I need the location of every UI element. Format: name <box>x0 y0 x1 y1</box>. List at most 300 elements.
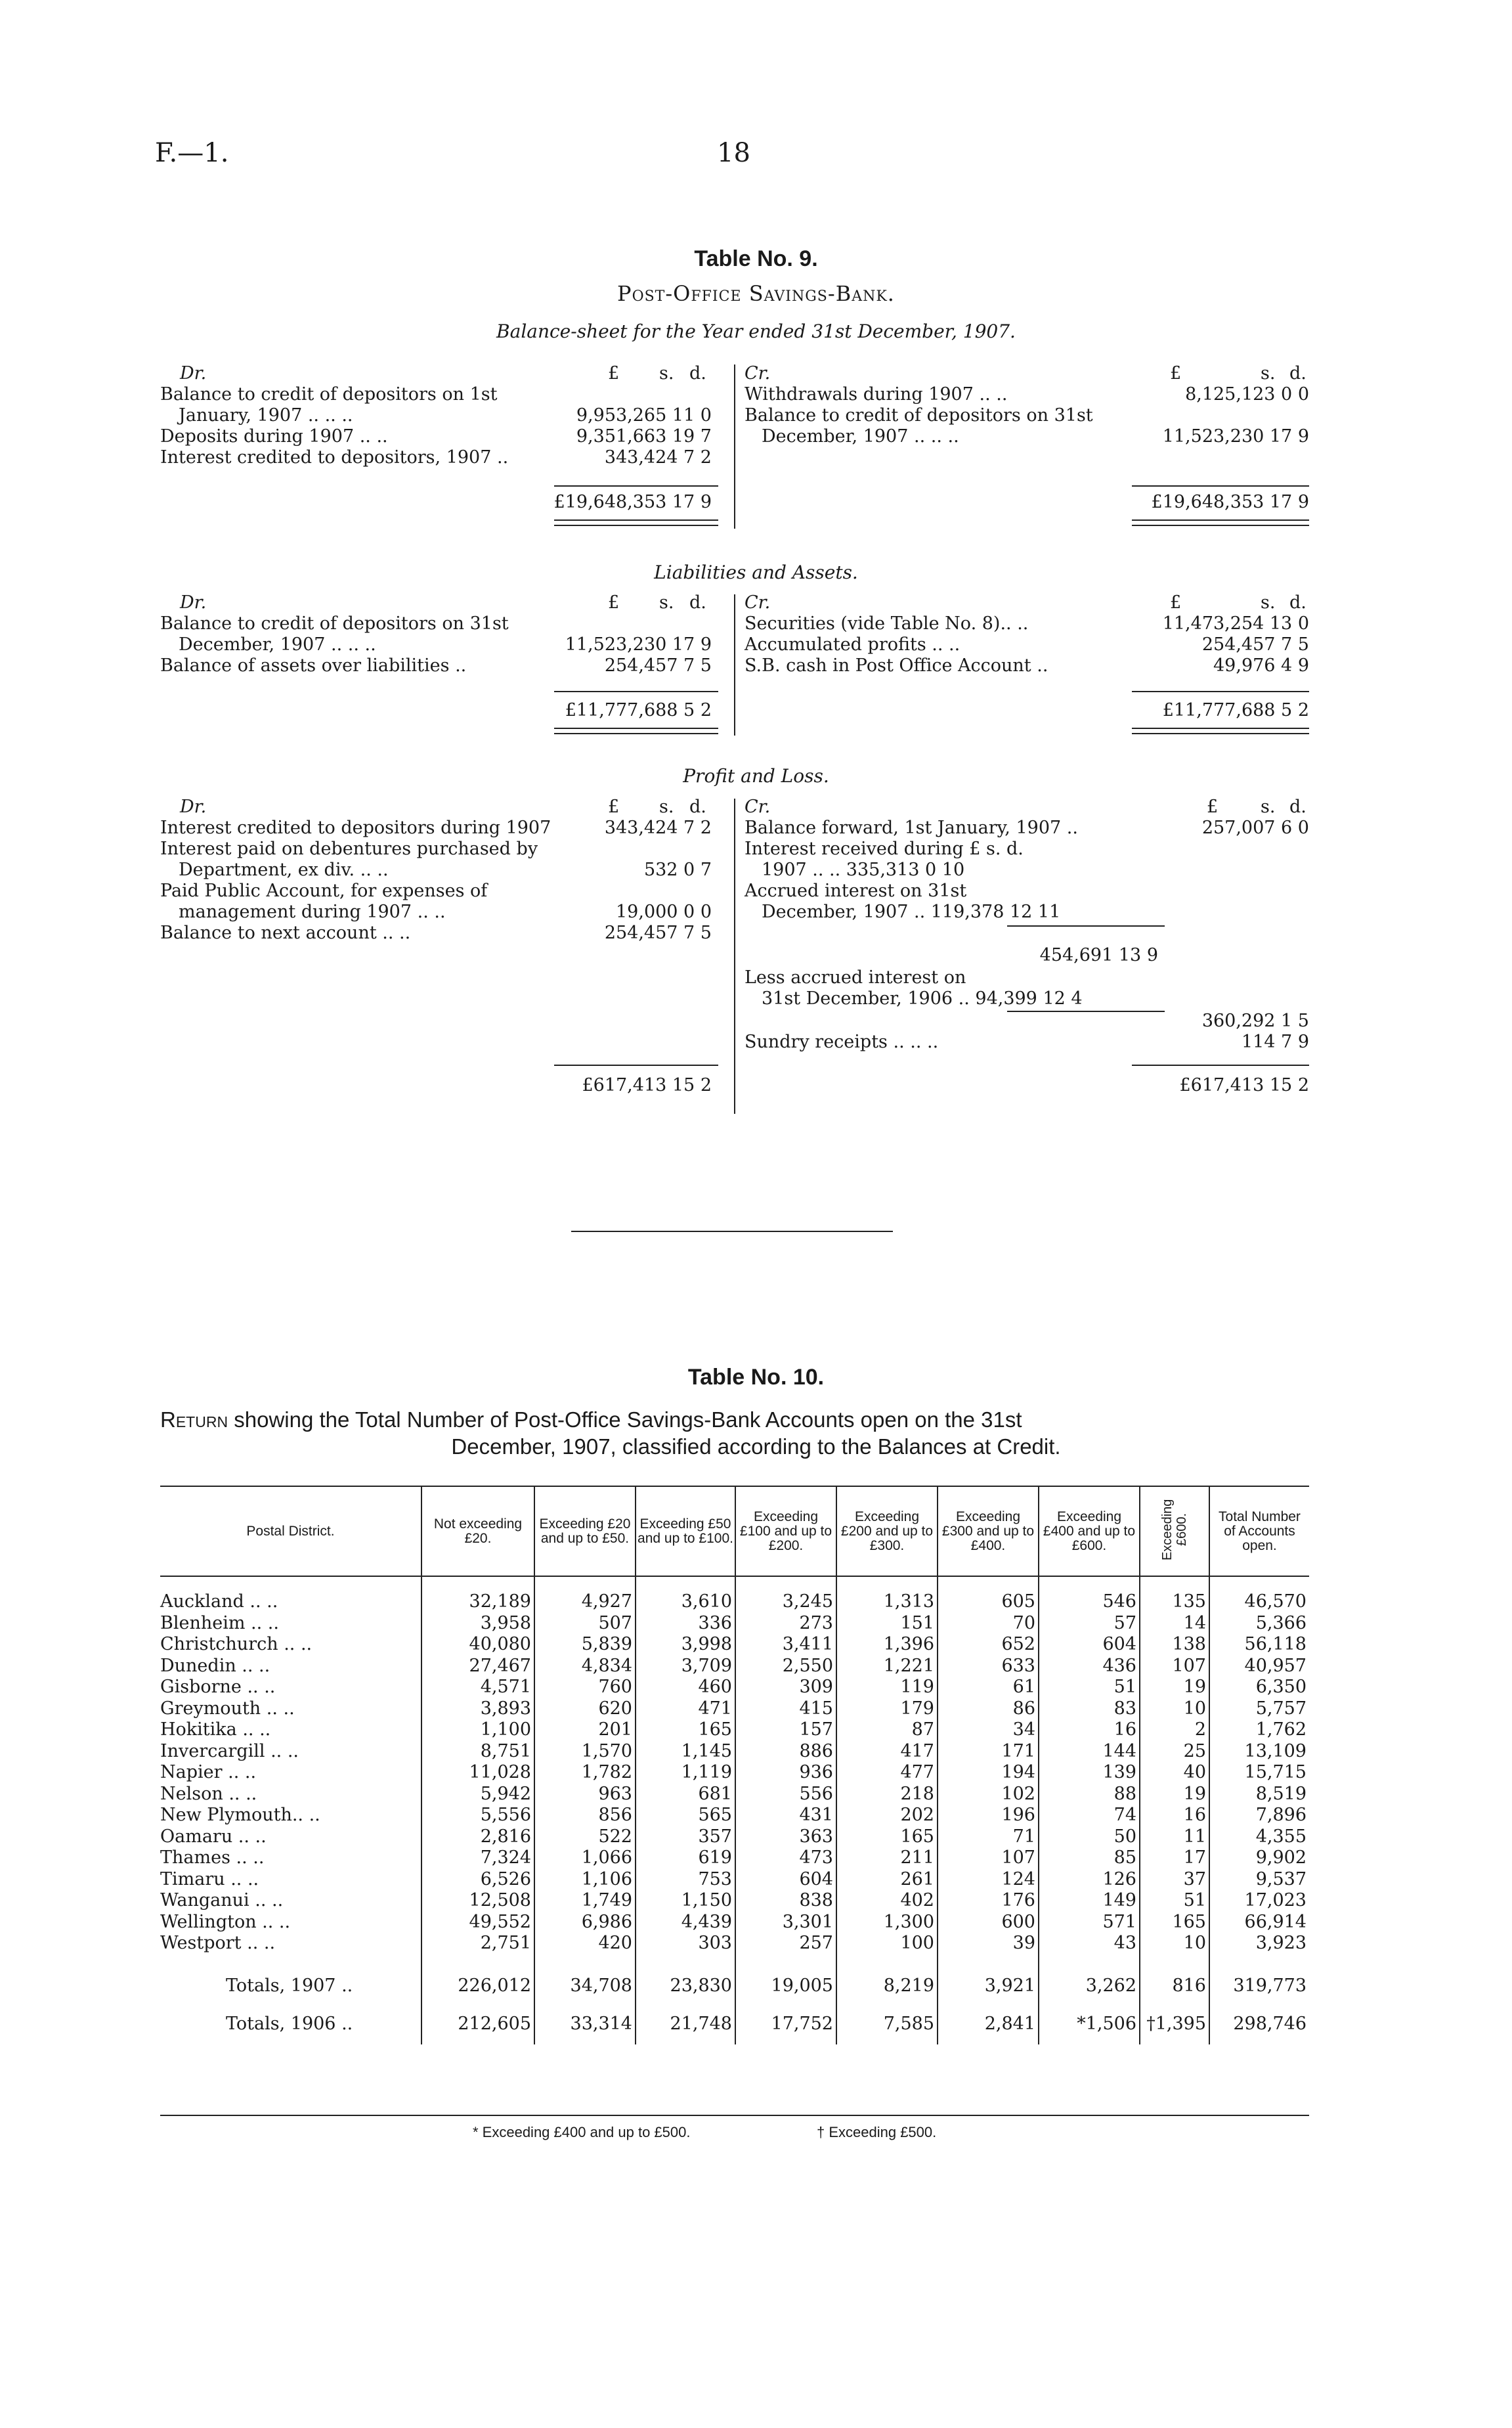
count-cell: 10 <box>1140 1933 1209 1968</box>
col-exceeding-600 <box>1140 1486 1209 1576</box>
table-row <box>160 1698 1309 1720</box>
count-cell: 1,782 <box>534 1762 636 1784</box>
count-cell: 13,109 <box>1209 1741 1309 1763</box>
count-cell: 16 <box>1039 1719 1140 1741</box>
liab-left-amt: 254,457 7 5 <box>604 655 712 676</box>
d-head: d. <box>689 797 706 817</box>
count-cell: 211 <box>836 1847 938 1869</box>
count-cell: 477 <box>836 1762 938 1784</box>
footnote-1: * Exceeding £400 and up to £500. <box>473 2124 691 2140</box>
pl-right-text: Accrued interest on 31st <box>745 881 967 901</box>
d-head-right: d. <box>1289 797 1307 817</box>
pl-left-text: Interest credited to depositors during 1907 <box>160 818 551 838</box>
count-cell: 1,396 <box>836 1634 938 1656</box>
count-cell: 471 <box>636 1698 735 1720</box>
count-cell: 196 <box>938 1805 1039 1826</box>
table-row <box>160 1656 1309 1677</box>
count-cell: 25 <box>1140 1741 1209 1763</box>
pl-right-text: 31st December, 1906 .. 94,399 12 4 <box>762 988 1083 1009</box>
count-cell: 85 <box>1039 1847 1140 1869</box>
col-100-200: Exceeding £100 and up to £200. <box>735 1486 836 1576</box>
table-row <box>160 1762 1309 1784</box>
district-name: Wellington .. .. <box>160 1911 291 1932</box>
totals-body <box>160 1968 1309 2044</box>
totals-cell: †1,395 <box>1140 2006 1209 2044</box>
count-cell: 57 <box>1039 1613 1140 1635</box>
count-cell: 179 <box>836 1698 938 1720</box>
liab-left-text: Balance to credit of depositors on 31st <box>160 613 509 634</box>
exceeding-600-label: Exceeding £600. <box>1160 1499 1189 1560</box>
s-head-right: s. <box>1261 797 1276 817</box>
liab-right-amt: 254,457 7 5 <box>1201 634 1309 655</box>
totals-cell: 298,746 <box>1209 2006 1309 2044</box>
col-postal-district: Postal District. <box>246 1523 335 1539</box>
count-cell: 571 <box>1039 1912 1140 1933</box>
count-cell: 144 <box>1039 1741 1140 1763</box>
table10-caption-line2: December, 1907, classified according to the Balances at Credit. <box>451 1434 1061 1459</box>
count-cell: 19 <box>1140 1784 1209 1805</box>
pl-right-amt: 114 7 9 <box>1241 1032 1309 1052</box>
count-cell: 56,118 <box>1209 1634 1309 1656</box>
count-cell: 3,709 <box>636 1656 735 1677</box>
s-head: s. <box>659 592 674 613</box>
totals-cell: 7,585 <box>836 2006 938 2044</box>
liab-right-amt: 11,473,254 13 0 <box>1162 613 1309 634</box>
count-cell: 415 <box>735 1698 836 1720</box>
count-cell: 151 <box>836 1613 938 1635</box>
count-cell: 8,519 <box>1209 1784 1309 1805</box>
bal-right-text: December, 1907 .. .. .. <box>762 426 959 447</box>
count-cell: 620 <box>534 1698 636 1720</box>
count-cell: 37 <box>1140 1869 1209 1891</box>
count-cell: 546 <box>1039 1576 1140 1613</box>
bal-right-text: Balance to credit of depositors on 31st <box>745 405 1093 426</box>
pound-head: £ <box>608 797 620 817</box>
count-cell: 3,893 <box>421 1698 534 1720</box>
pl-right-text: Sundry receipts .. .. .. <box>745 1032 939 1052</box>
count-cell: 17,023 <box>1209 1890 1309 1912</box>
count-cell: 431 <box>735 1805 836 1826</box>
bal-left-amt: 343,424 7 2 <box>604 447 712 468</box>
count-cell: 1,106 <box>534 1869 636 1891</box>
district-name: Christchurch .. .. <box>160 1634 313 1654</box>
pound-head-right: £ <box>1170 363 1182 384</box>
table9-title: Table No. 9. <box>694 246 818 271</box>
count-cell: 50 <box>1039 1826 1140 1848</box>
count-cell: 157 <box>735 1719 836 1741</box>
count-cell: 9,537 <box>1209 1869 1309 1891</box>
totals-cell: 2,841 <box>938 2006 1039 2044</box>
totals-row <box>160 1968 1309 2006</box>
count-cell: 460 <box>636 1677 735 1698</box>
district-name: Westport .. .. <box>160 1933 276 1953</box>
count-cell: 34 <box>938 1719 1039 1741</box>
count-cell: 261 <box>836 1869 938 1891</box>
bal-left-amt: 9,953,265 11 0 <box>576 405 712 426</box>
count-cell: 420 <box>534 1933 636 1968</box>
totals-label: Totals, 1907 .. <box>226 1975 353 1996</box>
page-ref: F.—1. <box>155 138 229 168</box>
s-head-right: s. <box>1261 363 1276 384</box>
s-head: s. <box>659 363 674 384</box>
count-cell: 102 <box>938 1784 1039 1805</box>
count-cell: 202 <box>836 1805 938 1826</box>
count-cell: 46,570 <box>1209 1576 1309 1613</box>
district-name: Napier .. .. <box>160 1762 257 1782</box>
district-name: Timaru .. .. <box>160 1868 259 1889</box>
pl-left-text: Paid Public Account, for expenses of <box>160 881 488 901</box>
count-cell: 604 <box>1039 1634 1140 1656</box>
totals-cell: *1,506 <box>1039 2006 1140 2044</box>
count-cell: 194 <box>938 1762 1039 1784</box>
totals-cell: 17,752 <box>735 2006 836 2044</box>
count-cell: 88 <box>1039 1784 1140 1805</box>
count-cell: 753 <box>636 1869 735 1891</box>
col-400-600: Exceeding £400 and up to £600. <box>1039 1486 1140 1576</box>
totals-cell: 8,219 <box>836 1968 938 2006</box>
table-row <box>160 1890 1309 1912</box>
count-cell: 3,923 <box>1209 1933 1309 1968</box>
count-cell: 273 <box>735 1613 836 1635</box>
col-total: Total Number of Accounts open. <box>1209 1486 1309 1576</box>
count-cell: 171 <box>938 1741 1039 1763</box>
count-cell: 357 <box>636 1826 735 1848</box>
count-cell: 1,313 <box>836 1576 938 1613</box>
liab-right-total: £11,777,688 5 2 <box>1162 700 1309 720</box>
pl-left-text: Department, ex div. .. .. <box>179 860 389 880</box>
s-head-right: s. <box>1261 592 1276 613</box>
pl-right-amt: 360,292 1 5 <box>1201 1011 1309 1031</box>
table-row <box>160 1784 1309 1805</box>
count-cell: 86 <box>938 1698 1039 1720</box>
d-head-right: d. <box>1289 363 1307 384</box>
balance-caption: Balance-sheet for the Year ended 31st December, 1907. <box>496 320 1016 342</box>
district-name: Blenheim .. .. <box>160 1612 279 1633</box>
count-cell: 473 <box>735 1847 836 1869</box>
dr-label: Dr. <box>180 592 207 613</box>
count-cell: 139 <box>1039 1762 1140 1784</box>
count-cell: 32,189 <box>421 1576 534 1613</box>
count-cell: 10 <box>1140 1698 1209 1720</box>
count-cell: 4,439 <box>636 1912 735 1933</box>
count-cell: 16 <box>1140 1805 1209 1826</box>
count-cell: 71 <box>938 1826 1039 1848</box>
count-cell: 5,839 <box>534 1634 636 1656</box>
d-head: d. <box>689 363 706 384</box>
totals-row <box>160 2006 1309 2044</box>
liab-left-total: £11,777,688 5 2 <box>565 700 712 720</box>
table-row <box>160 1847 1309 1869</box>
count-cell: 1,570 <box>534 1741 636 1763</box>
count-cell: 3,958 <box>421 1613 534 1635</box>
totals-cell: 226,012 <box>421 1968 534 2006</box>
pl-right-text: 1907 .. .. 335,313 0 10 <box>762 860 965 880</box>
bal-right-amt: 8,125,123 0 0 <box>1185 384 1309 405</box>
count-cell: 1,762 <box>1209 1719 1309 1741</box>
col-20-50: Exceeding £20 and up to £50. <box>534 1486 636 1576</box>
district-name: Gisborne .. .. <box>160 1677 276 1697</box>
totals-cell: 816 <box>1140 1968 1209 2006</box>
count-cell: 2,751 <box>421 1933 534 1968</box>
table-row <box>160 1805 1309 1826</box>
count-cell: 436 <box>1039 1656 1140 1677</box>
table10-caption <box>160 1407 1309 1433</box>
count-cell: 5,942 <box>421 1784 534 1805</box>
table10-title: Table No. 10. <box>687 1365 825 1390</box>
count-cell: 4,834 <box>534 1656 636 1677</box>
pl-left-amt: 19,000 0 0 <box>616 902 712 922</box>
count-cell: 7,896 <box>1209 1805 1309 1826</box>
liab-left-text: December, 1907 .. .. .. <box>179 634 376 655</box>
count-cell: 363 <box>735 1826 836 1848</box>
pound-head-right: £ <box>1207 797 1219 817</box>
liab-right-text: Securities (vide Table No. 8).. .. <box>745 613 1029 634</box>
pl-right-amt: 257,007 6 0 <box>1201 818 1309 838</box>
count-cell: 1,221 <box>836 1656 938 1677</box>
count-cell: 17 <box>1140 1847 1209 1869</box>
district-name: Dunedin .. .. <box>160 1655 270 1676</box>
table-row <box>160 1741 1309 1763</box>
d-head: d. <box>689 592 706 613</box>
totals-cell: 3,262 <box>1039 1968 1140 2006</box>
liab-right-text: S.B. cash in Post Office Account .. <box>745 655 1048 676</box>
bal-right-text: Withdrawals during 1907 .. .. <box>745 384 1008 405</box>
count-cell: 40 <box>1140 1762 1209 1784</box>
count-cell: 74 <box>1039 1805 1140 1826</box>
count-cell: 8,751 <box>421 1741 534 1763</box>
count-cell: 9,902 <box>1209 1847 1309 1869</box>
count-cell: 1,066 <box>534 1847 636 1869</box>
count-cell: 4,355 <box>1209 1826 1309 1848</box>
count-cell: 3,245 <box>735 1576 836 1613</box>
table-row <box>160 1677 1309 1698</box>
count-cell: 402 <box>836 1890 938 1912</box>
count-cell: 135 <box>1140 1576 1209 1613</box>
pl-left-text: Interest paid on debentures purchased by <box>160 839 538 859</box>
pound-head: £ <box>608 363 620 384</box>
count-cell: 1,300 <box>836 1912 938 1933</box>
totals-cell: 212,605 <box>421 2006 534 2044</box>
pl-right-text: Balance forward, 1st January, 1907 .. <box>745 818 1078 838</box>
totals-cell: 319,773 <box>1209 1968 1309 2006</box>
s-head: s. <box>659 797 674 817</box>
caption-lead: Return <box>160 1407 228 1432</box>
count-cell: 5,556 <box>421 1805 534 1826</box>
count-cell: 565 <box>636 1805 735 1826</box>
pl-right-text: Interest received during £ s. d. <box>745 839 1024 859</box>
totals-cell: 21,748 <box>636 2006 735 2044</box>
totals-cell: 34,708 <box>534 1968 636 2006</box>
count-cell: 126 <box>1039 1869 1140 1891</box>
pl-left-amt: 254,457 7 5 <box>604 923 712 943</box>
page-number: 18 <box>717 138 750 168</box>
count-cell: 619 <box>636 1847 735 1869</box>
count-cell: 176 <box>938 1890 1039 1912</box>
pl-left-amt: 343,424 7 2 <box>604 818 712 838</box>
count-cell: 309 <box>735 1677 836 1698</box>
count-cell: 760 <box>534 1677 636 1698</box>
table-row <box>160 1933 1309 1968</box>
bal-left-text: Balance to credit of depositors on 1st <box>160 384 498 405</box>
liabilities-caption: Liabilities and Assets. <box>654 562 858 583</box>
count-cell: 633 <box>938 1656 1039 1677</box>
bal-left-text: Interest credited to depositors, 1907 .. <box>160 447 509 468</box>
totals-cell: 19,005 <box>735 1968 836 2006</box>
count-cell: 49,552 <box>421 1912 534 1933</box>
count-cell: 507 <box>534 1613 636 1635</box>
count-cell: 11,028 <box>421 1762 534 1784</box>
cr-label: Cr. <box>745 363 771 384</box>
footnote-2: † Exceeding £500. <box>817 2124 937 2140</box>
count-cell: 4,927 <box>534 1576 636 1613</box>
count-cell: 51 <box>1039 1677 1140 1698</box>
count-cell: 218 <box>836 1784 938 1805</box>
count-cell: 40,957 <box>1209 1656 1309 1677</box>
profit-caption: Profit and Loss. <box>683 765 829 787</box>
bal-right-total: £19,648,353 17 9 <box>1151 492 1309 512</box>
count-cell: 6,526 <box>421 1869 534 1891</box>
pl-left-text: management during 1907 .. .. <box>179 902 446 922</box>
dr-label: Dr. <box>180 363 207 384</box>
bal-left-text: January, 1907 .. .. .. <box>179 405 353 426</box>
totals-cell: 33,314 <box>534 2006 636 2044</box>
count-cell: 4,571 <box>421 1677 534 1698</box>
count-cell: 15,715 <box>1209 1762 1309 1784</box>
totals-cell: 3,921 <box>938 1968 1039 2006</box>
count-cell: 66,914 <box>1209 1912 1309 1933</box>
count-cell: 2,816 <box>421 1826 534 1848</box>
pl-left-amt: 532 0 7 <box>643 860 712 880</box>
count-cell: 1,100 <box>421 1719 534 1741</box>
count-cell: 107 <box>938 1847 1039 1869</box>
totals-cell: 23,830 <box>636 1968 735 2006</box>
d-head-right: d. <box>1289 592 1307 613</box>
count-cell: 14 <box>1140 1613 1209 1635</box>
count-cell: 3,610 <box>636 1576 735 1613</box>
liab-left-amt: 11,523,230 17 9 <box>565 634 712 655</box>
count-cell: 2 <box>1140 1719 1209 1741</box>
pound-head-right: £ <box>1170 592 1182 613</box>
count-cell: 87 <box>836 1719 938 1741</box>
district-name: Auckland .. .. <box>160 1591 278 1612</box>
pound-head: £ <box>608 592 620 613</box>
cr-label: Cr. <box>745 592 771 613</box>
col-50-100: Exceeding £50 and up to £100. <box>636 1486 735 1576</box>
count-cell: 1,145 <box>636 1741 735 1763</box>
count-cell: 886 <box>735 1741 836 1763</box>
count-cell: 303 <box>636 1933 735 1968</box>
count-cell: 6,350 <box>1209 1677 1309 1698</box>
count-cell: 40,080 <box>421 1634 534 1656</box>
count-cell: 652 <box>938 1634 1039 1656</box>
count-cell: 51 <box>1140 1890 1209 1912</box>
district-name: Oamaru .. .. <box>160 1826 267 1847</box>
count-cell: 11 <box>1140 1826 1209 1848</box>
table-row <box>160 1634 1309 1656</box>
col-300-400: Exceeding £300 and up to £400. <box>938 1486 1039 1576</box>
pl-right-total: £617,413 15 2 <box>1179 1075 1309 1095</box>
pl-right-text: Less accrued interest on <box>745 967 966 988</box>
bal-left-total: £19,648,353 17 9 <box>553 492 712 512</box>
count-cell: 681 <box>636 1784 735 1805</box>
bal-right-amt: 11,523,230 17 9 <box>1162 426 1309 447</box>
count-cell: 838 <box>735 1890 836 1912</box>
table-row <box>160 1613 1309 1635</box>
count-cell: 936 <box>735 1762 836 1784</box>
count-cell: 417 <box>836 1741 938 1763</box>
district-name: New Plymouth.. .. <box>160 1805 320 1825</box>
count-cell: 556 <box>735 1784 836 1805</box>
table9-subtitle: Post-Office Savings-Bank. <box>617 281 895 306</box>
district-name: Greymouth .. .. <box>160 1698 295 1719</box>
district-name: Invercargill .. .. <box>160 1740 299 1761</box>
count-cell: 83 <box>1039 1698 1140 1720</box>
liab-left-text: Balance of assets over liabilities .. <box>160 655 467 676</box>
count-cell: 165 <box>836 1826 938 1848</box>
count-cell: 963 <box>534 1784 636 1805</box>
liab-right-text: Accumulated profits .. .. <box>745 634 961 655</box>
count-cell: 201 <box>534 1719 636 1741</box>
count-cell: 2,550 <box>735 1656 836 1677</box>
pl-left-total: £617,413 15 2 <box>582 1075 712 1095</box>
table-row <box>160 1869 1309 1891</box>
count-cell: 1,150 <box>636 1890 735 1912</box>
district-name: Wanganui .. .. <box>160 1890 284 1910</box>
district-name: Hokitika .. .. <box>160 1719 271 1740</box>
table-row <box>160 1826 1309 1848</box>
count-cell: 1,119 <box>636 1762 735 1784</box>
count-cell: 1,749 <box>534 1890 636 1912</box>
col-not-exceeding-20: Not exceeding £20. <box>421 1486 534 1576</box>
table-header-row <box>160 1486 1309 1576</box>
count-cell: 5,366 <box>1209 1613 1309 1635</box>
count-cell: 600 <box>938 1912 1039 1933</box>
count-cell: 605 <box>938 1576 1039 1613</box>
caption-rest: showing the Total Number of Post-Office Savings-Bank Accounts open on the 31st <box>234 1407 1022 1432</box>
count-cell: 70 <box>938 1613 1039 1635</box>
count-cell: 27,467 <box>421 1656 534 1677</box>
count-cell: 12,508 <box>421 1890 534 1912</box>
count-cell: 19 <box>1140 1677 1209 1698</box>
count-cell: 604 <box>735 1869 836 1891</box>
count-cell: 149 <box>1039 1890 1140 1912</box>
pl-right-text: December, 1907 .. 119,378 12 11 <box>762 902 1061 922</box>
dr-label: Dr. <box>180 797 207 817</box>
count-cell: 165 <box>636 1719 735 1741</box>
totals-label: Totals, 1906 .. <box>226 2014 353 2034</box>
count-cell: 100 <box>836 1933 938 1968</box>
count-cell: 6,986 <box>534 1912 636 1933</box>
table-row <box>160 1576 1309 1613</box>
count-cell: 257 <box>735 1933 836 1968</box>
count-cell: 107 <box>1140 1656 1209 1677</box>
count-cell: 138 <box>1140 1634 1209 1656</box>
col-200-300: Exceeding £200 and up to £300. <box>836 1486 938 1576</box>
return-table <box>160 1486 1309 2140</box>
count-cell: 3,998 <box>636 1634 735 1656</box>
count-cell: 119 <box>836 1677 938 1698</box>
table-body <box>160 1576 1309 1968</box>
pl-left-text: Balance to next account .. .. <box>160 923 411 943</box>
table-row <box>160 1912 1309 1933</box>
count-cell: 61 <box>938 1677 1039 1698</box>
count-cell: 522 <box>534 1826 636 1848</box>
count-cell: 856 <box>534 1805 636 1826</box>
table-row <box>160 1719 1309 1741</box>
cr-label: Cr. <box>745 797 771 817</box>
district-name: Nelson .. .. <box>160 1783 257 1804</box>
count-cell: 336 <box>636 1613 735 1635</box>
